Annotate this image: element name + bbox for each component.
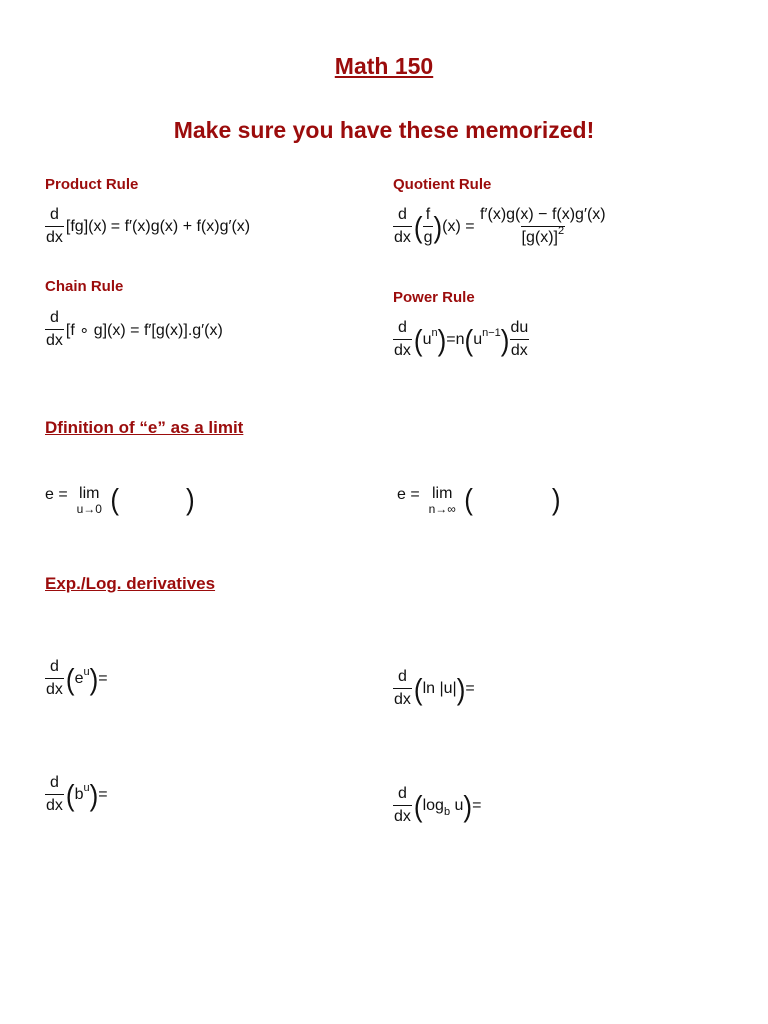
- chain-rule-label: Chain Rule: [45, 278, 124, 295]
- quotient-rule-label: Quotient Rule: [393, 176, 492, 193]
- quotient-fraction: $\frac{f'(x)g(x) - f(x)g'(x)}{[g(x)]^2}$: [480, 206, 606, 246]
- derivative-operator: $\frac{d}{dx}$: [46, 309, 63, 349]
- derivative-operator: $\frac{d}{dx}$: [46, 206, 63, 246]
- e-limit-n: e = lim n→∞ ( ): [397, 481, 561, 517]
- power-rule-formula: $\frac{d}{dx}$ ( $u^n$ ) =n ( $u^{n-1}$ ) $\frac{du}{dx}$: [394, 319, 529, 359]
- exp-log-heading: Exp./Log. derivatives: [45, 574, 216, 593]
- chain-rule-formula: $\frac{d}{dx}$ [f ∘ g](x) = f′[g(x)].g′(x): [46, 309, 223, 349]
- page-title: Math 150: [334, 53, 434, 79]
- quotient-rule-formula: $\frac{d}{dx}$ ( $\frac{f}{g}$ ) (x) = $\frac{f'(x)g(x) - f(x)g'(x)}{[g(x)]^2}$: [394, 206, 606, 246]
- e-limit-u: e = lim u→0 ( ): [45, 481, 195, 517]
- derivative-b-u: $\frac{d}{dx}$ ( $b^u$ ) =: [46, 774, 108, 814]
- derivative-ln-u: $\frac{d}{dx}$ ( ln |u| ) =: [394, 668, 475, 708]
- derivative-log-b-u: $\frac{d}{dx}$ ( $\log_b u$ ) =: [394, 785, 482, 825]
- page-subtitle: Make sure you have these memorized!: [173, 117, 595, 143]
- du-dx: $\frac{du}{dx}$: [510, 319, 529, 359]
- e-limit-heading: Dfinition of “e” as a limit: [45, 418, 244, 437]
- product-rule-formula: $\frac{d}{dx}$ [fg](x) = f′(x)g(x) + f(x)g′(x): [46, 206, 251, 246]
- product-rule-label: Product Rule: [45, 176, 139, 193]
- derivative-operator: $\frac{d}{dx}$: [394, 206, 411, 246]
- derivative-e-u: $\frac{d}{dx}$ ( $e^u$ ) =: [46, 658, 108, 698]
- f-over-g: $\frac{f}{g}$: [423, 206, 433, 246]
- power-rule-label: Power Rule: [393, 289, 475, 306]
- derivative-operator: $\frac{d}{dx}$: [394, 319, 411, 359]
